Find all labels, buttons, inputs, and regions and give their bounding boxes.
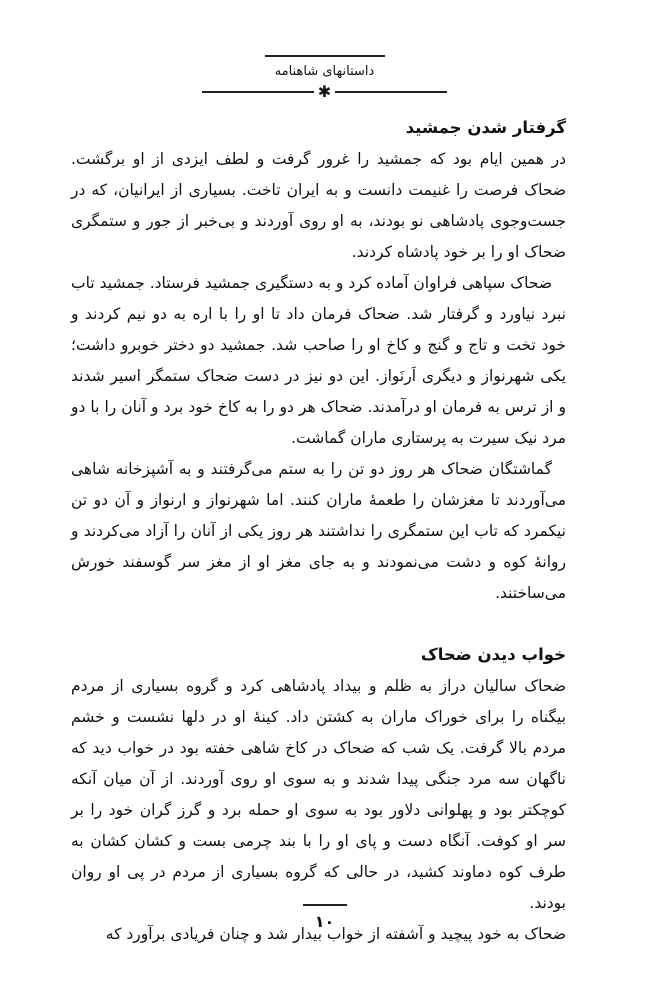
paragraph: ضحاک سپاهی فراوان آماده کرد و به دستگیری جمشید فرستاد. جمشید تاب نبرد نیاورد و گرفتار شد. ضحاک فرمان داد تا او را با اره به دو نیم کردند و خود تخت و تاج و گنج و کاخ او را صاحب شد. جمشید دو دختر خوبرو داشت؛ یکی شهرنواز و دیگری اَرنَواز. این دو نیز در دست ضحاک ستمگر اسیر شدند و از ترس به فرمان او درآمدند. ضحاک هر دو را به کاخ خود برد و آنان را با دو مرد نیک سیرت به پرستاری ماران گماشت.	[71, 274, 566, 447]
paragraph: ضحاک سالیان دراز به ظلم و بیداد پادشاهی کرد و گروه بسیاری از مردم بیگناه را برای خوراک ماران به کشتن داد. کینهٔ او در دلها نشست و خشم مردم بالا گرفت. یک شب که ضحاک در کاخ شاهی خفته بود در خواب دید که ناگهان سه مرد جنگی پیدا شدند و به سوی او روی آوردند. از آن میان آنکه کوچکتر بود و پهلوانی دلاور بود به سوی او حمله برد و گرز گران خود را بر سر او کوفت. آنگاه دست و پای او را با بند چرمی بست و کشان کشان به طرف کوه دماوند کشید، در حالی که گروه بسیاری از مردم در پی او روان بودند.	[71, 677, 566, 912]
page-footer	[0, 904, 649, 932]
section-capture-of-jamshid	[71, 112, 566, 609]
paragraph: در همین ایام بود که جمشید را غرور گرفت و لطف ایزدی از او برگشت. ضحاک فرصت را غنیمت دانست و به ایران تاخت. بسیاری از ایرانیان، که در جست‌وجوی پادشاهی نو بودند، به او روی آوردند و بی‌خبر از جور و ستمگری ضحاک او را بر خود پادشاه کردند.	[71, 150, 566, 261]
book-title: داستانهای شاهنامه	[274, 64, 375, 79]
header-ornament-rule	[0, 84, 649, 100]
header-rule-left	[202, 91, 314, 93]
section-heading: گرفتار شدن جمشید	[405, 118, 566, 137]
header-top-rule	[265, 55, 385, 57]
paragraph: گماشتگان ضحاک هر روز دو تن را به ستم می‌گرفتند و به آشپزخانه شاهی می‌آوردند تا مغزشان را طعمهٔ ماران کنند. اما شهرنواز و ارنواز و آن دو تن نیکمرد که تاب این ستمگری را نداشتند هر روز یکی از آنان را آزاد می‌کردند و روانهٔ کوه و دشت می‌نمودند و به جای مغز او از مغز سر گوسفند خورش می‌ساختند.	[71, 460, 566, 602]
page-body	[71, 112, 566, 950]
footer-rule	[303, 904, 347, 906]
paragraph: ضحاک به خود پیچید و آشفته از خواب بیدار شد و چنان فریادی برآورد که	[105, 925, 566, 943]
section-spacer	[71, 609, 566, 639]
section-heading: خواب دیدن ضحاک	[420, 645, 566, 664]
page-number: ۱۰	[314, 911, 335, 931]
header-rule-right	[335, 91, 447, 93]
running-header	[0, 55, 649, 100]
asterisk-ornament-icon: ✱	[317, 82, 332, 101]
